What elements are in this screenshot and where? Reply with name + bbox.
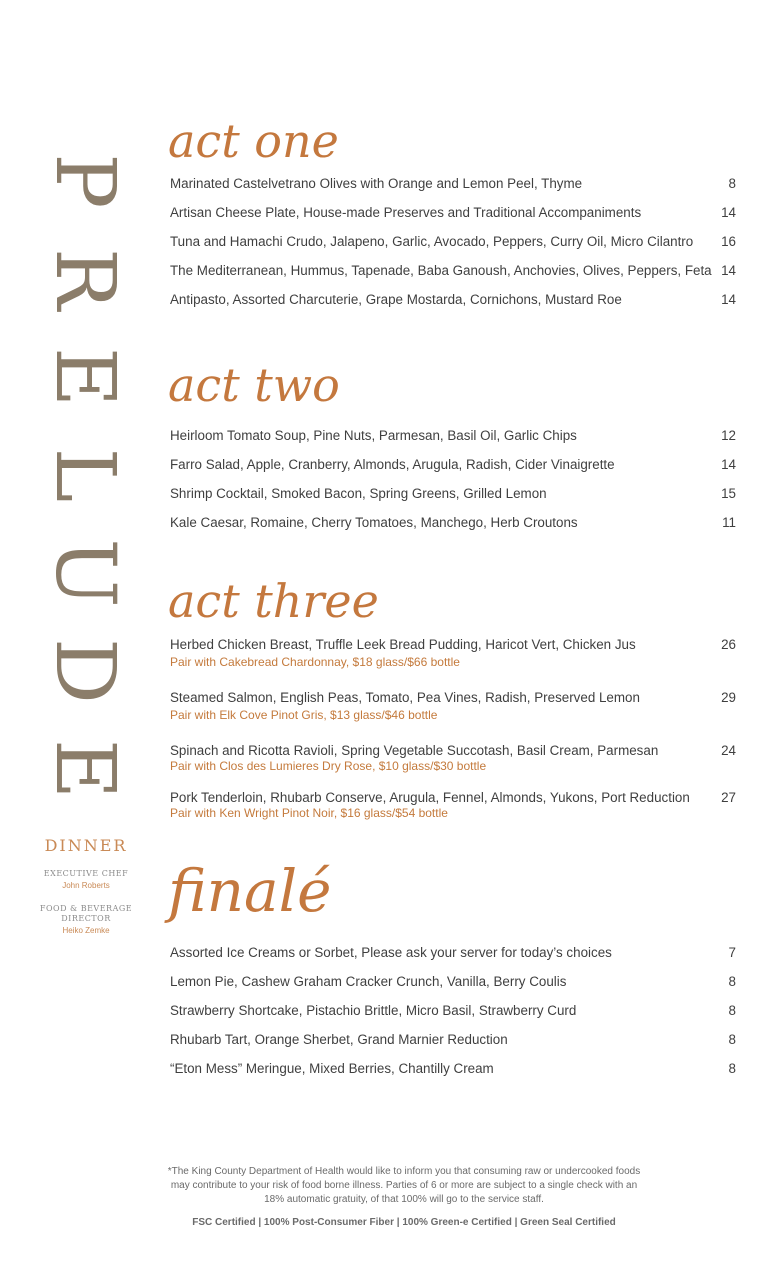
brand-letter: U [37,538,132,608]
item-price: 8 [728,1061,736,1076]
item-price: 8 [728,1003,736,1018]
item-price: 8 [728,176,736,191]
menu-item [170,743,736,790]
item-price: 11 [722,515,736,530]
item-name: Pork Tenderloin, Rhubarb Conserve, Arugula, Fennel, Almonds, Yukons, Port Reduction [170,790,690,805]
item-name: Heirloom Tomato Soup, Pine Nuts, Parmesan, Basil Oil, Garlic Chips [170,428,577,443]
item-name: Herbed Chicken Breast, Truffle Leek Bread Pudding, Haricot Vert, Chicken Jus [170,637,636,652]
item-price: 16 [721,234,736,249]
fb-role-line-1: FOOD & BEVERAGE [39,904,133,913]
brand-letter: R [37,248,132,310]
item-name: Steamed Salmon, English Peas, Tomato, Pea Vines, Radish, Preserved Lemon [170,690,640,705]
item-name: Antipasto, Assorted Charcuterie, Grape Mostarda, Cornichons, Mustard Roe [170,292,622,307]
section-items-act-three [170,637,736,843]
menu-item [170,205,736,234]
item-name: The Mediterranean, Hummus, Tapenade, Baba Ganoush, Anchovies, Olives, Peppers, Feta [170,263,712,278]
item-price: 14 [721,457,736,472]
section-items-act-one [170,176,736,321]
wine-pairing: Pair with Elk Cove Pinot Gris, $13 glass/$46 bottle [170,708,438,722]
section-title-act-three: act three [168,574,379,628]
item-price: 8 [728,974,736,989]
fb-director-name: Heiko Zemke [62,926,110,935]
menu-item [170,945,736,974]
brand-letter: E [37,739,132,799]
menu-item [170,292,736,321]
item-price: 14 [721,292,736,307]
item-name: Marinated Castelvetrano Olives with Orange and Lemon Peel, Thyme [170,176,583,191]
brand-letter: L [37,447,132,503]
meal-label: DINNER [44,836,128,855]
menu-item [170,1003,736,1032]
item-name: Spinach and Ricotta Ravioli, Spring Vegetable Succotash, Basil Cream, Parmesan [170,743,659,758]
chef-role: EXECUTIVE CHEF [43,869,129,878]
notice-line: may contribute to your risk of food borne illness. Parties of 6 or more are subject to a single check with an [170,1180,638,1191]
item-name: Tuna and Hamachi Crudo, Jalapeno, Garlic, Avocado, Peppers, Curry Oil, Micro Cilantro [170,234,694,249]
item-name: Strawberry Shortcake, Pistachio Brittle, Micro Basil, Strawberry Curd [170,1003,577,1018]
section-title-act-two: act two [168,358,340,412]
menu-item [170,486,736,515]
side-meta [34,836,138,949]
item-price: 27 [721,790,736,805]
notice-line: *The King County Department of Health would like to inform you that consuming raw or undercooked foods [167,1166,641,1177]
item-price: 14 [721,205,736,220]
item-price: 15 [721,486,736,501]
menu-item [170,790,736,843]
menu-item [170,176,736,205]
item-price: 26 [721,637,736,652]
wine-pairing: Pair with Clos des Lumieres Dry Rose, $10 glass/$30 bottle [170,759,487,773]
menu-item [170,1032,736,1061]
health-notice [160,1165,648,1207]
item-price: 12 [721,428,736,443]
wine-pairing: Pair with Ken Wright Pinot Noir, $16 glass/$54 bottle [170,806,448,820]
menu-item [170,690,736,743]
item-name: Farro Salad, Apple, Cranberry, Almonds, Arugula, Radish, Cider Vinaigrette [170,457,615,472]
item-name: Artisan Cheese Plate, House-made Preserves and Traditional Accompaniments [170,205,642,220]
item-price: 7 [728,945,736,960]
item-price: 24 [721,743,736,758]
item-price: 29 [721,690,736,705]
brand-wordmark [38,132,130,818]
item-name: “Eton Mess” Meringue, Mixed Berries, Chantilly Cream [170,1061,494,1076]
menu-item [170,457,736,486]
menu-item [170,263,736,292]
brand-letter: P [37,153,132,209]
wine-pairing: Pair with Cakebread Chardonnay, $18 glass/$66 bottle [170,655,460,669]
section-items-finale [170,945,736,1090]
menu-item [170,428,736,457]
certifications: FSC Certified | 100% Post-Consumer Fiber | 100% Green-e Certified | Green Seal Certified [192,1217,616,1228]
item-price: 14 [721,263,736,278]
menu-item [170,1061,736,1090]
chef-name: John Roberts [62,881,110,890]
menu-item [170,234,736,263]
item-name: Shrimp Cocktail, Smoked Bacon, Spring Greens, Grilled Lemon [170,486,547,501]
item-name: Rhubarb Tart, Orange Sherbet, Grand Marnier Reduction [170,1032,508,1047]
menu-item [170,974,736,1003]
item-name: Assorted Ice Creams or Sorbet, Please ask your server for today’s choices [170,945,612,960]
menu-item [170,637,736,690]
section-items-act-two [170,428,736,544]
brand-letter: D [37,638,132,704]
fb-role-line-2: DIRECTOR [61,914,111,923]
item-name: Lemon Pie, Cashew Graham Cracker Crunch, Vanilla, Berry Coulis [170,974,567,989]
brand-letter: E [37,347,132,407]
section-title-act-one: act one [168,114,339,168]
item-name: Kale Caesar, Romaine, Cherry Tomatoes, Manchego, Herb Croutons [170,515,578,530]
item-price: 8 [728,1032,736,1047]
notice-line: 18% automatic gratuity, of that 100% will go to the service staff. [264,1194,544,1205]
section-title-finale: finalé [168,857,332,925]
menu-item [170,515,736,544]
